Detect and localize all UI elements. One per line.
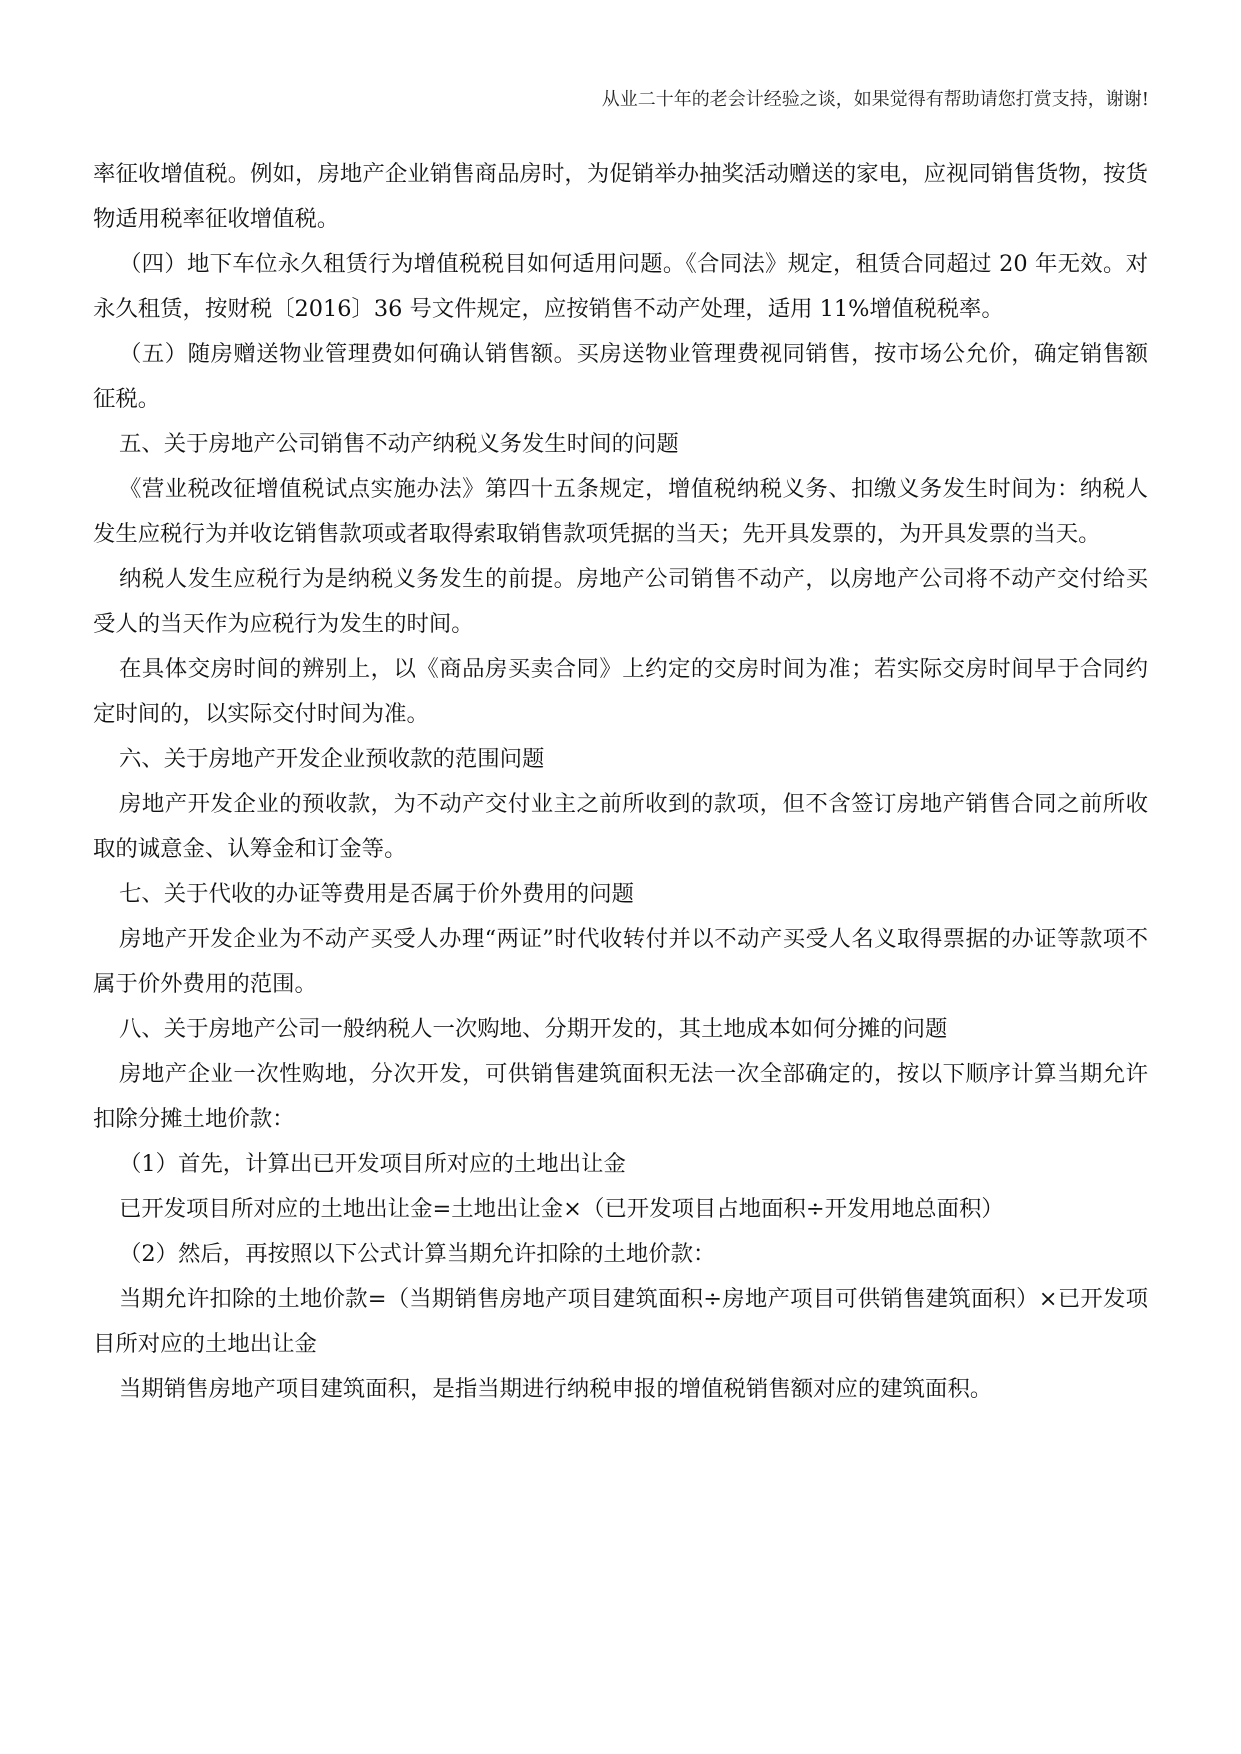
paragraph-3: （五）随房赠送物业管理费如何确认销售额。买房送物业管理费视同销售，按市场公允价，确定销售额征税。 [93,341,1148,412]
header-note: 从业二十年的老会计经验之谈，如果觉得有帮助请您打赏支持，谢谢! [601,89,1149,110]
paragraph-1: 率征收增值税。例如，房地产企业销售商品房时，为促销举办抽奖活动赠送的家电，应视同销售货物，按货物适用税率征收增值税。 [93,161,1148,232]
paragraph-2: （四）地下车位永久租赁行为增值税税目如何适用问题。《合同法》规定，租赁合同超过 20 年无效。对永久租赁，按财税〔2016〕36 号文件规定，应按销售不动产处理，适用 11%增值税税率。 [93,251,1148,322]
paragraph-7: 在具体交房时间的辨别上，以《商品房买卖合同》上约定的交房时间为准；若实际交房时间早于合同约定时间的，以实际交付时间为准。 [93,656,1148,727]
formula-2: 当期允许扣除的土地价款=（当期销售房地产项目建筑面积÷房地产项目可供销售建筑面积）×已开发项目所对应的土地出让金 [93,1286,1148,1357]
paragraph-16: （2）然后，再按照以下公式计算当期允许扣除的土地价款： [119,1241,716,1267]
paragraph-11: 房地产开发企业为不动产买受人办理“两证”时代收转付并以不动产买受人名义取得票据的办证等款项不属于价外费用的范围。 [93,926,1148,997]
section-heading-8: 八、关于房地产公司一般纳税人一次购地、分期开发的，其土地成本如何分摊的问题 [119,1016,948,1042]
formula-1: 已开发项目所对应的土地出让金=土地出让金×（已开发项目占地面积÷开发用地总面积） [119,1196,1004,1222]
section-heading-7: 七、关于代收的办证等费用是否属于价外费用的问题 [119,881,634,907]
paragraph-6: 纳税人发生应税行为是纳税义务发生的前提。房地产公司销售不动产，以房地产公司将不动产交付给买受人的当天作为应税行为发生的时间。 [93,566,1148,637]
paragraph-5: 《营业税改征增值税试点实施办法》第四十五条规定，增值税纳税义务、扣缴义务发生时间为：纳税人发生应税行为并收讫销售款项或者取得索取销售款项凭据的当天；先开具发票的，为开具发票的当天。 [93,476,1148,547]
paragraph-18: 当期销售房地产项目建筑面积，是指当期进行纳税申报的增值税销售额对应的建筑面积。 [119,1376,993,1402]
paragraph-9: 房地产开发企业的预收款，为不动产交付业主之前所收到的款项，但不含签订房地产销售合同之前所收取的诚意金、认筹金和订金等。 [93,791,1148,862]
section-heading-5: 五、关于房地产公司销售不动产纳税义务发生时间的问题 [119,431,679,457]
paragraph-13: 房地产企业一次性购地，分次开发，可供销售建筑面积无法一次全部确定的，按以下顺序计算当期允许扣除分摊土地价款： [93,1061,1148,1132]
paragraph-14: （1）首先，计算出已开发项目所对应的土地出让金 [119,1151,626,1177]
section-heading-6: 六、关于房地产开发企业预收款的范围问题 [119,746,545,772]
document-body [93,152,1148,1412]
